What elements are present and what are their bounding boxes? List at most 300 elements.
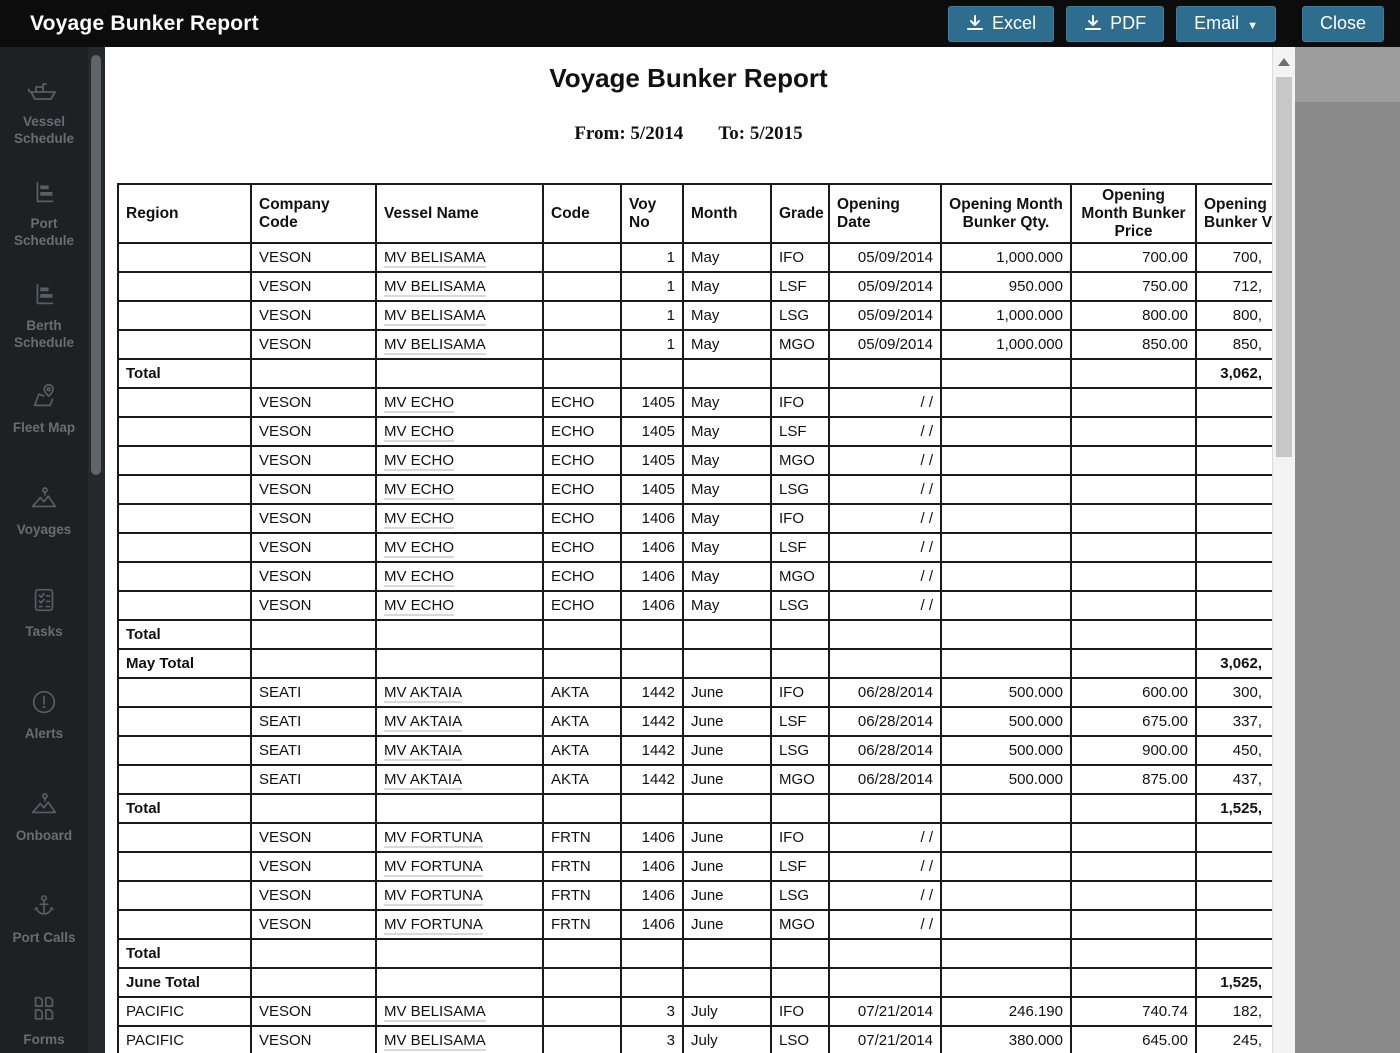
cell: Total [118,620,251,649]
column-header: Company Code [251,184,376,243]
button-label: Excel [992,13,1037,33]
cell [941,852,1071,881]
cell [1071,591,1196,620]
cell: 750.00 [1071,272,1196,301]
pdf-button[interactable] [1066,6,1164,42]
cell [118,388,251,417]
cell: VESON [251,272,376,301]
column-header: Region [118,184,251,243]
table-row [118,562,1272,591]
cell [118,272,251,301]
vessel-name-link[interactable]: MV ECHO [384,597,455,615]
cell [829,939,941,968]
cell: LSF [771,417,829,446]
cell [1071,446,1196,475]
cell: VESON [251,388,376,417]
cell: LSG [771,591,829,620]
cell: PACIFIC [118,997,251,1026]
cell [376,852,543,881]
background-area [1295,47,1400,1053]
cell [1196,852,1272,881]
cell: June [683,736,771,765]
cell: 1,000.000 [941,243,1071,272]
cell [1071,504,1196,533]
sidebar-item-label: Tasks [25,624,63,639]
total-row [118,649,1272,678]
cell [543,968,621,997]
table-row [118,417,1272,446]
table-body [118,243,1272,1053]
vessel-name-link[interactable]: MV AKTAIA [384,771,463,789]
vessel-name-link[interactable]: MV ECHO [384,539,455,557]
cell: 1,525, [1196,794,1272,823]
table-row [118,330,1272,359]
total-row [118,968,1272,997]
cell: 1442 [621,736,683,765]
sidebar-item-alerts[interactable] [0,673,88,775]
cell [941,562,1071,591]
vessel-name-link[interactable]: MV ECHO [384,481,455,499]
report-title: Voyage Bunker Report [549,63,828,93]
cell: VESON [251,562,376,591]
cell: ECHO [543,533,621,562]
sidebar-item-label: Port Calls [12,930,76,945]
cell [683,620,771,649]
cell: IFO [771,823,829,852]
cell [543,1026,621,1053]
vessel-name-link[interactable]: MV BELISAMA [384,307,486,325]
window-title: Voyage Bunker Report [30,11,259,35]
sidebar [0,47,88,1053]
cell: 300, [1196,678,1272,707]
cell [376,678,543,707]
cell: VESON [251,852,376,881]
cell [376,881,543,910]
vessel-name-link[interactable]: MV ECHO [384,423,455,441]
cell: FRTN [543,881,621,910]
cell [376,388,543,417]
cell [118,678,251,707]
report-scrollbar-thumb[interactable] [1276,77,1292,457]
table-header [118,184,1272,243]
vessel-name-link[interactable]: MV ECHO [384,394,455,412]
cell: 1406 [621,533,683,562]
sidebar-item-tasks[interactable] [0,571,88,673]
vessel-name-link[interactable]: MV ECHO [384,510,455,528]
cell: MGO [771,910,829,939]
table-row [118,736,1272,765]
cell [376,359,543,388]
cell: VESON [251,823,376,852]
cell [1196,417,1272,446]
cell [1196,881,1272,910]
vessel-name-link[interactable]: MV AKTAIA [384,713,463,731]
cell: VESON [251,533,376,562]
table-row [118,678,1272,707]
vessel-name-link[interactable]: MV BELISAMA [384,1032,486,1050]
sidebar-item-berth-schedule[interactable] [0,265,88,367]
cell: / / [829,910,941,939]
vessel-name-link[interactable]: MV BELISAMA [384,278,486,296]
topbar-actions [948,0,1384,47]
triangle-up-icon [1278,58,1290,66]
vessel-name-link[interactable]: MV AKTAIA [384,742,463,760]
total-row [118,939,1272,968]
tasks-icon [29,583,59,617]
cell: 700, [1196,243,1272,272]
download-icon [966,15,984,32]
table-row [118,533,1272,562]
cell [118,504,251,533]
cell [543,359,621,388]
cell: ECHO [543,504,621,533]
cell: 1406 [621,823,683,852]
cell [1071,910,1196,939]
vessel-name-link[interactable]: MV FORTUNA [384,916,483,934]
vessel-name-link[interactable]: MV ECHO [384,452,455,470]
cell: / / [829,823,941,852]
cell: 1406 [621,591,683,620]
cell [376,301,543,330]
vessel-name-link[interactable]: MV BELISAMA [384,1003,486,1021]
cell [621,620,683,649]
cell: 05/09/2014 [829,301,941,330]
cell [1071,881,1196,910]
cell: 1442 [621,678,683,707]
sidebar-item-onboard[interactable] [0,775,88,877]
cell: 05/09/2014 [829,243,941,272]
cell [683,359,771,388]
sidebar-item-vessel-schedule[interactable] [0,61,88,163]
cell: 1405 [621,446,683,475]
vessel-name-link[interactable]: MV BELISAMA [384,336,486,354]
sidebar-item-port-calls[interactable] [0,877,88,979]
cell: 07/21/2014 [829,1026,941,1053]
caret-down-icon: ▼ [1247,20,1258,32]
fleet-map-icon [28,379,60,413]
cell [376,997,543,1026]
cell [941,359,1071,388]
cell [376,1026,543,1053]
table-row [118,301,1272,330]
table-row [118,446,1272,475]
close-button[interactable] [1302,6,1384,42]
cell: 1406 [621,562,683,591]
column-header: Code [543,184,621,243]
vessel-name-link[interactable]: MV FORTUNA [384,858,483,876]
cell [1196,591,1272,620]
cell: 1 [621,272,683,301]
cell [771,968,829,997]
cell [1071,794,1196,823]
cell: IFO [771,997,829,1026]
cell: SEATI [251,765,376,794]
cell: May [683,388,771,417]
cell: VESON [251,997,376,1026]
cell: 07/21/2014 [829,997,941,1026]
cell: 05/09/2014 [829,272,941,301]
vessel-name-link[interactable]: MV BELISAMA [384,249,486,267]
column-header: Voy No [621,184,683,243]
cell: 246.190 [941,997,1071,1026]
cell [543,794,621,823]
cell: June Total [118,968,251,997]
cell [543,939,621,968]
table-row [118,765,1272,794]
cell: LSO [771,1026,829,1053]
forms-icon [29,991,59,1025]
report-date-range [105,123,1272,145]
cell: 900.00 [1071,736,1196,765]
cell [829,620,941,649]
cell [376,272,543,301]
cell: 950.000 [941,272,1071,301]
cell: VESON [251,910,376,939]
cell [771,359,829,388]
cell [376,939,543,968]
cell: Total [118,359,251,388]
cell [1196,823,1272,852]
cell [118,243,251,272]
cell: 1,000.000 [941,330,1071,359]
sidebar-item-fleet-map[interactable] [0,367,88,469]
cell: FRTN [543,852,621,881]
cell: MGO [771,330,829,359]
table-row [118,910,1272,939]
cell [118,707,251,736]
cell [1196,388,1272,417]
cell: VESON [251,243,376,272]
from-label: From: [574,123,626,144]
cell: 740.74 [1071,997,1196,1026]
cell [118,736,251,765]
cell [1071,620,1196,649]
cell: / / [829,504,941,533]
cell [376,591,543,620]
column-header: Opening Bunker V [1196,184,1272,243]
cell: ECHO [543,446,621,475]
cell: 1406 [621,852,683,881]
cell: LSG [771,736,829,765]
sidebar-scrollbar-thumb[interactable] [91,55,101,475]
cell: Total [118,794,251,823]
sidebar-item-voyages[interactable] [0,469,88,571]
button-label: Email [1194,13,1240,33]
cell [1071,359,1196,388]
cell: 182, [1196,997,1272,1026]
column-header: Opening Date [829,184,941,243]
cell [771,794,829,823]
cell: MGO [771,562,829,591]
cell [1071,562,1196,591]
cell: SEATI [251,736,376,765]
cell: June [683,678,771,707]
cell: 1406 [621,881,683,910]
sidebar-item-forms[interactable] [0,979,88,1053]
cell: FRTN [543,910,621,939]
cell: 437, [1196,765,1272,794]
cell [621,939,683,968]
cell: LSF [771,852,829,881]
cell: / / [829,475,941,504]
cell [941,620,1071,649]
cell [1196,504,1272,533]
gantt-icon [29,175,59,209]
cell: 05/09/2014 [829,330,941,359]
vessel-name-link[interactable]: MV AKTAIA [384,684,463,702]
cell: May [683,591,771,620]
sidebar-item-port-schedule[interactable] [0,163,88,265]
cell: May [683,272,771,301]
download-icon [1084,15,1102,32]
cell: IFO [771,504,829,533]
cell: 3,062, [1196,649,1272,678]
excel-button[interactable] [948,6,1054,42]
cell [376,620,543,649]
table-row [118,475,1272,504]
cell: 1406 [621,504,683,533]
cell: June [683,852,771,881]
cell: ECHO [543,591,621,620]
cell: 06/28/2014 [829,678,941,707]
cell: 1406 [621,910,683,939]
cell [1196,446,1272,475]
cell: May [683,504,771,533]
cell: VESON [251,1026,376,1053]
sidebar-item-label: Voyages [16,522,72,537]
scroll-up-button[interactable] [1273,53,1295,71]
cell [376,446,543,475]
from-value: 5/2014 [630,123,684,144]
cell [941,794,1071,823]
cell [1196,475,1272,504]
cell: 380.000 [941,1026,1071,1053]
cell: 1,000.000 [941,301,1071,330]
cell [1071,475,1196,504]
cell: MGO [771,446,829,475]
cell [376,649,543,678]
table-row [118,881,1272,910]
cell: 800, [1196,301,1272,330]
sidebar-item-label: Fleet Map [12,420,76,435]
cell [1071,939,1196,968]
cell: 1 [621,243,683,272]
cell [1196,562,1272,591]
cell [376,736,543,765]
cell: May [683,475,771,504]
button-label: PDF [1110,13,1147,33]
cell: 875.00 [1071,765,1196,794]
cell [376,910,543,939]
cell: 1442 [621,707,683,736]
to-value: 5/2015 [749,123,803,144]
total-row [118,359,1272,388]
cell: 700.00 [1071,243,1196,272]
report-scrollbar[interactable] [1272,47,1295,1053]
vessel-name-link[interactable]: MV FORTUNA [384,887,483,905]
table-row [118,504,1272,533]
cell: June [683,881,771,910]
cell: SEATI [251,707,376,736]
cell [118,475,251,504]
cell [543,330,621,359]
cell [118,562,251,591]
cell: 850, [1196,330,1272,359]
cell: May [683,446,771,475]
cell: July [683,1026,771,1053]
cell [118,910,251,939]
cell [543,301,621,330]
sidebar-item-label: Alerts [24,726,64,741]
cell: IFO [771,243,829,272]
cell [118,823,251,852]
sidebar-item-label: Onboard [15,828,73,843]
cell: LSF [771,707,829,736]
voyages-icon [28,481,60,515]
cell [829,649,941,678]
cell: 500.000 [941,765,1071,794]
cell [829,968,941,997]
vessel-name-link[interactable]: MV FORTUNA [384,829,483,847]
cell: / / [829,388,941,417]
cell [543,272,621,301]
sidebar-item-label: Vessel Schedule [13,114,75,146]
cell [376,243,543,272]
cell: / / [829,562,941,591]
sidebar-item-label: Forms [23,1032,65,1047]
cell [118,591,251,620]
column-header: Opening Month Bunker Qty. [941,184,1071,243]
cell: MGO [771,765,829,794]
cell: June [683,765,771,794]
cell: 1,525, [1196,968,1272,997]
cell: ECHO [543,475,621,504]
cell: July [683,997,771,1026]
cell [941,939,1071,968]
cell: 500.000 [941,707,1071,736]
cell [118,881,251,910]
cell: AKTA [543,678,621,707]
sidebar-item-label: Port Schedule [13,216,75,248]
table-row [118,272,1272,301]
bunker-report-table [117,183,1272,1053]
table-row [118,997,1272,1026]
sidebar-scrollbar[interactable] [88,47,105,1053]
cell [1071,852,1196,881]
cell [1196,910,1272,939]
cell: ECHO [543,388,621,417]
cell [1196,620,1272,649]
background-band [1295,47,1400,102]
email-button[interactable] [1176,6,1276,42]
cell [941,649,1071,678]
cell: May [683,562,771,591]
button-label: Close [1319,13,1366,33]
cell: 500.000 [941,678,1071,707]
cell: VESON [251,301,376,330]
table-row [118,823,1272,852]
cell [683,794,771,823]
vessel-name-link[interactable]: MV ECHO [384,568,455,586]
cell [941,968,1071,997]
cell: / / [829,417,941,446]
cell [376,968,543,997]
cell [771,939,829,968]
cell [941,475,1071,504]
table-row [118,591,1272,620]
cell: AKTA [543,736,621,765]
cell: VESON [251,446,376,475]
